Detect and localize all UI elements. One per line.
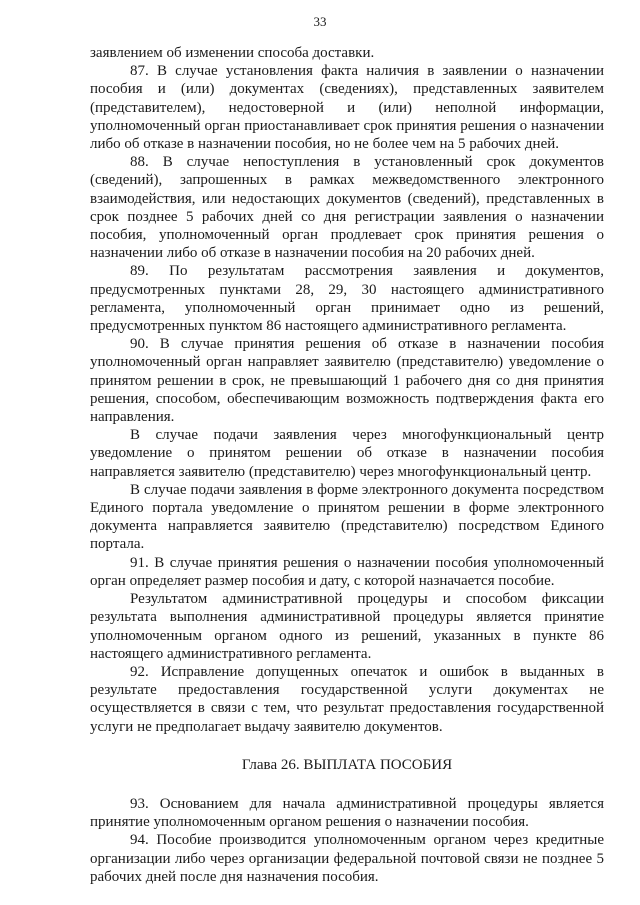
document-body: [90, 44, 604, 886]
paragraph-89: 89. По результатам рассмотрения заявления и документов, предусмотренных пунктами 28, 29, 30 настоящего административного регламента, уполномоченный орган принимает одно из решений, предусмотренных пунктом 86 настоящего административного регламента.: [90, 263, 604, 335]
paragraph-91-result: Результатом административной процедуры и способом фиксации результата выполнения административной процедуры является принятие уполномоченным органом одного из решений, указанных в пункте 86 настоящего административного регламента.: [90, 591, 604, 662]
paragraph-90-mfc: В случае подачи заявления через многофункциональный центр уведомление о принятом решении об отказе в назначении пособия направляется заявителю (представителю) через многофункциональный центр.: [90, 427, 604, 480]
page-number: 33: [313, 14, 327, 29]
paragraph-90: 90. В случае принятия решения об отказе в назначении пособия уполномоченный орган направляет заявителю (представителю) уведомление о принятом решении в срок, не превышающий 1 рабочего дня со дня принятия решения, способом, обеспечивающим возможность подтверждения факта его направления.: [90, 336, 604, 426]
paragraph-94: 94. Пособие производится уполномоченным органом через кредитные организации либо через организации федеральной почтовой связи не позднее 5 рабочих дней после дня назначения пособия.: [90, 832, 604, 885]
paragraph-91: 91. В случае принятия решения о назначении пособия уполномоченный орган определяет размер пособия и дату, с которой назначается пособие.: [90, 554, 604, 589]
paragraph-continuation: заявлением об изменении способа доставки.: [90, 45, 375, 61]
paragraph-92: 92. Исправление допущенных опечаток и ошибок в выданных в результате предоставления государственной услуги документах не осуществляется в связи с тем, что результат предоставления государственной услуги не предполагает выдачу заявителю документов.: [90, 663, 604, 735]
paragraph-87: 87. В случае установления факта наличия в заявлении о назначении пособия и (или) документах (сведениях), представленных заявителем (представителем), недостоверной и (или) неполной информации, уполномоченный орган приостанавливает срок принятия решения о назначении либо об отказе в назначении пособия, но не более чем на 5 рабочих дней.: [90, 63, 604, 153]
paragraph-88: 88. В случае непоступления в установленный срок документов (сведений), запрошенных в рамках межведомственного электронного взаимодействия, или недостающих документов (сведений), представленных в срок позднее 5 рабочих дней со дня регистрации заявления о назначении пособия, уполномоченный орган продлевает срок принятия решения о назначении либо об отказе в назначении пособия на 20 рабочих дней.: [90, 154, 604, 262]
paragraph-90-portal: В случае подачи заявления в форме электронного документа посредством Единого портала уведомление о принятом решении в форме электронного документа направляется заявителю (представителю) посредством Единого портала.: [90, 481, 604, 553]
paragraph-93: 93. Основанием для начала административной процедуры является принятие уполномоченным органом решения о назначении пособия.: [90, 795, 604, 831]
chapter-title: Глава 26. ВЫПЛАТА ПОСОБИЯ: [241, 756, 453, 773]
